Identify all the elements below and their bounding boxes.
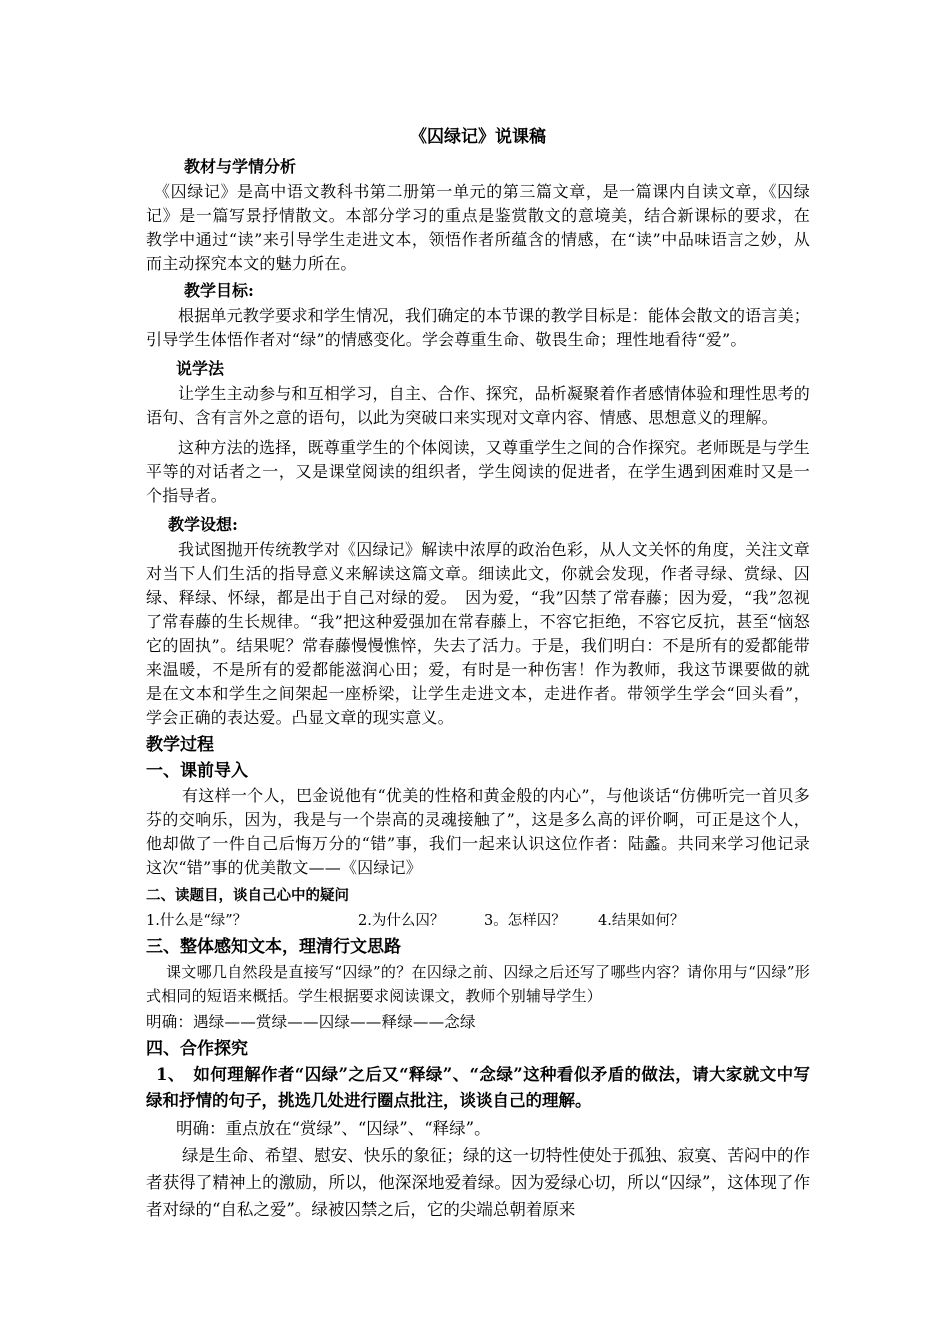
section-heading-objectives: 教学目标: [184,281,254,300]
question-3: 3。怎样囚？ [484,913,566,929]
section-heading-process: 教学过程 [146,735,214,755]
step4-clarify: 明确：重点放在“赏绿”、“囚绿”、“释绿”。 [176,1119,491,1138]
step3-heading: 三、整体感知文本，理清行文思路 [146,937,401,957]
section-heading-analysis: 教材与学情分析 [184,157,297,176]
question-4: 4.结果如何？ [598,913,685,929]
step4-heading: 四、合作探究 [146,1039,248,1059]
section-heading-learning-method: 说学法 [176,359,225,378]
question-1: 1.什么是“绿”？ [146,913,248,929]
step2-heading: 二、读题目，谈自己心中的疑问 [146,887,349,904]
question-2: 2.为什么囚？ [358,913,445,929]
teaching-plan-paragraph: 我试图抛开传统教学对《囚绿记》解读中浓厚的政治色彩，从人文关怀的角度，关注文章对当下人们生活的指导意义来解读这篇文章。细读此文，你就会发现，作者寻绿、赏绿、囚绿、释绿、怀绿，都是出于自己对绿的爱。 因为爱，“我”囚禁了常春藤；因为爱，“我”忽视了常春藤的生长规律。“我”把这种爱强加在常春藤上，不容它拒绝，不容它反抗，甚至“恼怒它的固执”。结果呢？常春藤慢慢憔悴，失去了活力。于是，我们明白：不是所有的爱都能带来温暖，不是所有的爱都能滋润心田；爱，有时是一种伤害！作为教师，我这节课要做的就是在文本和学生之间架起一座桥梁，让学生走进文本，走进作者。带领学生学会“回头看”，学会正确的表达爱。凸显文章的现实意义。 [146,540,810,727]
step1-paragraph: 有这样一个人，巴金说他有“优美的性格和黄金般的内心”，与他谈话“仿佛听完一首贝多芬的交响乐，因为，我是与一个崇高的灵魂接触了”，这是多么高的评价啊，可正是这个人，他却做了一件自己后悔万分的“错”事，我们一起来认识这位作者：陆蠡。共同来学习他记录这次“错”事的优美散文——《囚绿记》 [146,786,810,877]
step4-paragraph: 绿是生命、希望、慰安、快乐的象征；绿的这一切特性使处于孤独、寂寞、苦闷中的作者获得了精神上的激励，所以，他深深地爱着绿。因为爱绿心切，所以“囚绿”，这体现了作者对绿的“自私之爱”。绿被囚禁之后，它的尖端总朝着原来 [146,1146,810,1219]
step1-heading: 一、课前导入 [146,761,248,781]
step3-paragraph: 课文哪几自然段是直接写“囚绿”的？在囚绿之前、囚绿之后还写了哪些内容？请你用与“囚绿”形式相同的短语来概括。学生根据要求阅读课文，教师个别辅导学生） [146,963,810,1005]
learning-method-paragraph-2: 这种方法的选择，既尊重学生的个体阅读，又尊重学生之间的合作探究。老师既是与学生平等的对话者之一，又是课堂阅读的组织者，学生阅读的促进者，在学生遇到困难时又是一个指导者。 [146,438,810,505]
objectives-paragraph: 根据单元教学要求和学生情况，我们确定的本节课的教学目标是：能体会散文的语言美；引导学生体悟作者对“绿”的情感变化。学会尊重生命、敬畏生命；理性地看待“爱”。 [146,306,810,349]
learning-method-paragraph-1: 让学生主动参与和互相学习，自主、合作、探究，品析凝聚着作者感情体验和理性思考的语句、含有言外之意的语句，以此为突破口来实现对文章内容、情感、思想意义的理解。 [146,384,810,427]
step3-clarify: 明确：遇绿——赏绿——囚绿——释绿——念绿 [146,1013,476,1031]
section-heading-teaching-plan: 教学设想: [168,515,238,534]
step2-question-row [146,908,810,934]
analysis-paragraph: 《囚绿记》是高中语文教科书第二册第一单元的第三篇文章，是一篇课内自读文章，《囚绿记》是一篇写景抒情散文。本部分学习的重点是鉴赏散文的意境美，结合新课标的要求，在教学中通过“读”来引导学生走进文本，领悟作者所蕴含的情感，在“读”中品味语言之妙，从而主动探究本文的魅力所在。 [146,182,810,273]
step4-question-1: 1、 如何理解作者“囚绿”之后又“释绿”、“念绿”这种看似矛盾的做法，请大家就文中写绿和抒情的句子，挑选几处进行圈点批注，谈谈自己的理解。 [146,1065,810,1110]
document-title: 《囚绿记》说课稿 [410,127,546,147]
document-content [146,122,810,1223]
